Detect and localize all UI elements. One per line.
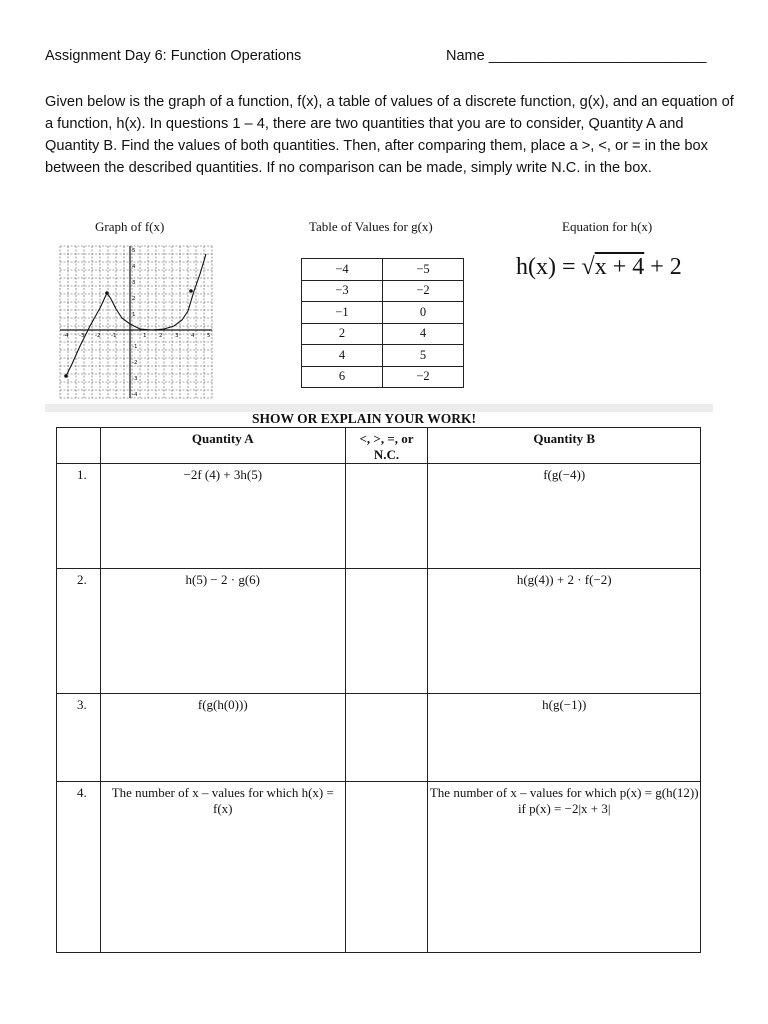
- quantity-a-cell: f(g(h(0))): [100, 694, 345, 782]
- x-tick-label: 1: [143, 333, 147, 339]
- g-x-value: 6: [302, 366, 383, 388]
- g-x-value: −3: [302, 280, 383, 302]
- question-number: 2.: [57, 569, 101, 694]
- question-row: [57, 464, 701, 569]
- question-number: 3.: [57, 694, 101, 782]
- table-row: [302, 302, 464, 324]
- equation-lhs: h(x) =: [516, 254, 582, 280]
- question-row: [57, 569, 701, 694]
- quantity-b-cell: h(g(−1)): [428, 694, 701, 782]
- comparison-box[interactable]: [345, 694, 428, 782]
- comparison-header: <, >, =, or N.C.: [345, 428, 428, 464]
- question-row: [57, 694, 701, 782]
- table-row: [302, 280, 464, 302]
- quantity-b-cell: h(g(4)) + 2 · f(−2): [428, 569, 701, 694]
- y-tick-label: -1: [132, 344, 138, 350]
- y-tick-label: 1: [132, 312, 136, 318]
- table-caption: Table of Values for g(x): [309, 219, 433, 234]
- name-field-label: Name ___________________________: [446, 48, 707, 64]
- y-tick-label: -2: [132, 360, 138, 366]
- table-row: [302, 345, 464, 367]
- table-row: [302, 259, 464, 281]
- function-graph: [60, 246, 212, 398]
- quantity-b-cell: The number of x – values for which p(x) = g(h(12)) if p(x) = −2|x + 3|: [428, 782, 701, 953]
- instructions-paragraph: Given below is the graph of a function, f(x), a table of values of a discrete function, g(x), and an equation of a function, h(x). In questions 1 – 4, there are two quantities that you are to consider, Quantity A and Quantity B. Find the values of both quantities. Then, after comparing them, place a >, <, or = in the box between the described quantities. If no comparison can be made, simply write N.C. in the box.: [45, 94, 734, 176]
- x-tick-label: 5: [207, 333, 211, 339]
- endpoint-left: [64, 374, 68, 378]
- g-y-value: 5: [383, 345, 464, 367]
- quantity-a-cell: h(5) − 2 · g(6): [100, 569, 345, 694]
- g-x-value: −1: [302, 302, 383, 324]
- g-y-value: 4: [383, 323, 464, 345]
- g-x-value: 2: [302, 323, 383, 345]
- x-tick-label: 3: [175, 333, 179, 339]
- quantity-a-cell: −2f (4) + 3h(5): [100, 464, 345, 569]
- x-tick-label: -4: [63, 333, 69, 339]
- header-row: [57, 428, 701, 464]
- x-tick-label: -3: [79, 333, 85, 339]
- corner-point: [105, 291, 109, 295]
- equation-tail: + 2: [644, 254, 682, 280]
- show-work-heading: SHOW OR EXPLAIN YOUR WORK!: [252, 411, 477, 426]
- g-y-value: −2: [383, 280, 464, 302]
- question-number: 4.: [57, 782, 101, 953]
- y-tick-label: -4: [132, 392, 138, 398]
- number-header: [57, 428, 101, 464]
- assignment-title: Assignment Day 6: Function Operations: [45, 48, 302, 64]
- equation-caption: Equation for h(x): [562, 219, 653, 234]
- comparison-box[interactable]: [345, 782, 428, 953]
- radicand: x + 4: [594, 254, 645, 280]
- x-tick-label: -1: [111, 333, 117, 339]
- h-equation: [516, 254, 682, 281]
- question-number: 1.: [57, 464, 101, 569]
- graph-caption: Graph of f(x): [95, 219, 165, 234]
- quantity-b-cell: f(g(−4)): [428, 464, 701, 569]
- y-tick-label: 5: [132, 248, 136, 254]
- quantity-a-cell: The number of x – values for which h(x) = f(x): [100, 782, 345, 953]
- comparison-box[interactable]: [345, 569, 428, 694]
- g-x-value: 4: [302, 345, 383, 367]
- g-values-table: [301, 258, 464, 388]
- f-curve: [66, 254, 206, 376]
- table-row: [302, 366, 464, 388]
- y-tick-label: 2: [132, 296, 136, 302]
- x-tick-label: 2: [159, 333, 163, 339]
- x-tick-label: 4: [191, 333, 195, 339]
- g-y-value: −2: [383, 366, 464, 388]
- quantity-a-header: Quantity A: [100, 428, 345, 464]
- y-tick-label: 3: [132, 280, 136, 286]
- y-tick-label: 4: [132, 264, 136, 270]
- comparison-box[interactable]: [345, 464, 428, 569]
- point-right: [189, 289, 193, 293]
- x-tick-label: -2: [95, 333, 101, 339]
- table-row: [302, 323, 464, 345]
- work-table: [56, 427, 701, 953]
- g-y-value: −5: [383, 259, 464, 281]
- y-tick-label: -3: [132, 376, 138, 382]
- g-x-value: −4: [302, 259, 383, 281]
- question-row: [57, 782, 701, 953]
- g-y-value: 0: [383, 302, 464, 324]
- quantity-b-header: Quantity B: [428, 428, 701, 464]
- radical-sign: √: [581, 254, 595, 280]
